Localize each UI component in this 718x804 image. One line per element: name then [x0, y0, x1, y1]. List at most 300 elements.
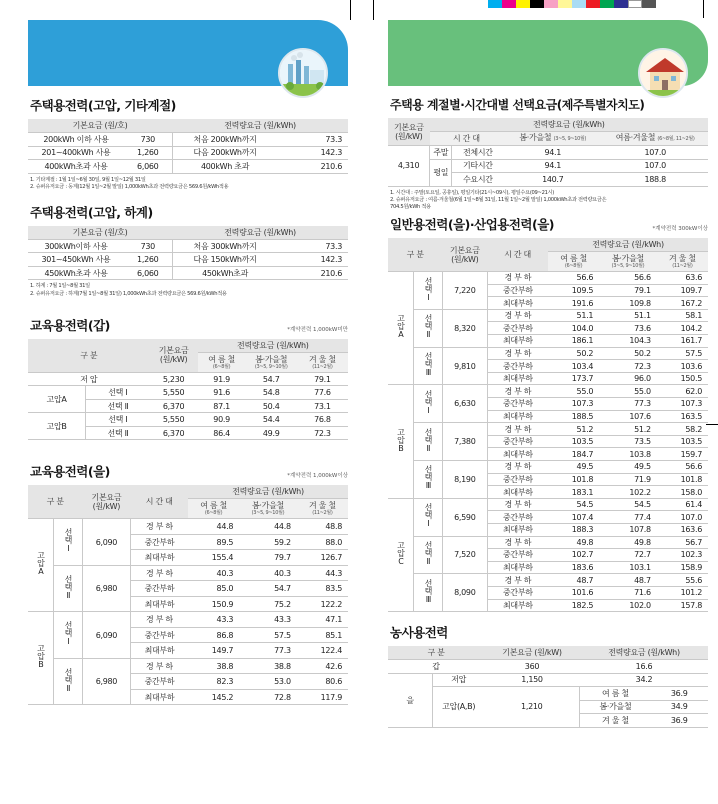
house-illustration-icon: [638, 48, 688, 98]
table-cell: 중간부하: [487, 398, 548, 411]
table-cell: 6,980: [82, 658, 130, 705]
table-cell: 6,630: [442, 385, 487, 423]
table-cell: 63.6: [657, 272, 708, 285]
table-cell: 82.3: [188, 674, 239, 690]
table-cell: 142.3: [278, 253, 348, 267]
table-cell: 40.3: [239, 565, 297, 581]
table-cell: 중간부하: [487, 360, 548, 373]
table-cell: 300kWh이하 사용: [28, 239, 124, 253]
table-cell: 48.7: [548, 574, 599, 587]
header-cell: 봄·가을철 (3~5, 9~10월): [246, 352, 297, 372]
option-label: 선택Ⅰ: [63, 621, 73, 647]
factory-illustration-icon: [278, 48, 328, 98]
table-cell: 경 부 하: [487, 536, 548, 549]
table-cell: [414, 385, 443, 423]
table-cell: 7,520: [442, 536, 487, 574]
table-cell: 44.3: [297, 565, 348, 581]
table-cell: 최대부하: [130, 689, 188, 705]
table-cell: 최대부하: [487, 335, 548, 348]
table-row: [388, 574, 708, 587]
footnote-line: 2. 슈퍼유저요금 : 하계(7월 1일~8월 31일) 1,000kWh초과 전력량요금은 569.6원/kWh적용: [30, 290, 227, 297]
table-cell: 8,090: [442, 574, 487, 612]
table-cell: 8,190: [442, 461, 487, 499]
table-cell: 87.1: [198, 399, 246, 413]
table-cell: 183.1: [548, 486, 599, 499]
table-cell: 저 압: [28, 372, 150, 386]
table-cell: 149.7: [188, 643, 239, 659]
table-cell: 188.3: [548, 523, 599, 536]
option-label: 선택Ⅱ: [423, 314, 433, 340]
table-cell: 58.2: [657, 423, 708, 436]
table-cell: 경 부 하: [487, 272, 548, 285]
table-cell: 201~400kWh 사용: [28, 146, 124, 160]
table-cell: 55.0: [548, 385, 599, 398]
table-cell: 중간부하: [130, 581, 188, 597]
table-cell: 94.1: [503, 159, 602, 173]
education-b-table: [28, 485, 348, 705]
table-cell: 145.2: [188, 689, 239, 705]
table-cell: 중간부하: [130, 627, 188, 643]
table-cell: 최대부하: [487, 297, 548, 310]
table-cell: 선택 Ⅰ: [86, 413, 150, 427]
table-cell: 경 부 하: [487, 461, 548, 474]
table-cell: 76.8: [297, 413, 348, 427]
table-cell: 188.8: [602, 173, 708, 187]
footnote: [30, 177, 348, 191]
table-cell: [388, 272, 414, 385]
table-cell: 72.3: [599, 360, 657, 373]
option-label: 선택Ⅲ: [423, 465, 433, 491]
table-cell: 최대부하: [487, 410, 548, 423]
header-cell: 기본요금 (원/kW): [484, 646, 580, 660]
table-cell: 38.8: [239, 658, 297, 674]
table-cell: 140.7: [503, 173, 602, 187]
section-header: [28, 306, 348, 339]
option-label: 선택Ⅱ: [63, 574, 73, 600]
table-cell: [388, 385, 414, 498]
header-cell: 전력량요금 (원/kWh): [198, 339, 348, 353]
table-cell: 전체시간: [452, 146, 503, 160]
table-cell: 161.7: [657, 335, 708, 348]
header-cell: 겨 울 철 (11~2월): [657, 252, 708, 272]
table-cell: 210.6: [278, 266, 348, 280]
table-cell: 102.2: [599, 486, 657, 499]
section-title: 일반용전력(을)·산업용전력(을): [390, 217, 555, 233]
table-cell: 38.8: [188, 658, 239, 674]
option-label: 선택Ⅱ: [423, 540, 433, 566]
table-cell: 107.4: [548, 511, 599, 524]
table-cell: 450kWh초과 사용: [28, 266, 124, 280]
table-cell: 85.1: [297, 627, 348, 643]
section-title: 주택용 계절별·시간대별 선택요금(제주특별자치도): [390, 98, 645, 112]
table-cell: 56.6: [599, 272, 657, 285]
table-cell: 6,370: [150, 399, 198, 413]
table-cell: 72.7: [599, 549, 657, 562]
table-cell: 104.3: [599, 335, 657, 348]
table-cell: 최대부하: [130, 643, 188, 659]
table-cell: 처음 300kWh까지: [172, 239, 278, 253]
table-cell: 경 부 하: [487, 309, 548, 322]
general-table: [388, 238, 708, 612]
table-cell: 102.0: [599, 599, 657, 612]
table-cell: 6,090: [82, 612, 130, 659]
table-cell: 6,590: [442, 498, 487, 536]
table-cell: 최대부하: [130, 596, 188, 612]
table-cell: 5,230: [150, 372, 198, 386]
table-cell: 6,980: [82, 565, 130, 612]
option-label: 선택Ⅱ: [63, 667, 73, 693]
table-row: [388, 536, 708, 549]
table-cell: 49.8: [548, 536, 599, 549]
table-cell: 선택 Ⅱ: [86, 399, 150, 413]
table-cell: 155.4: [188, 550, 239, 566]
table-row: [28, 565, 348, 581]
table-cell: 101.6: [548, 586, 599, 599]
table-cell: 88.0: [297, 534, 348, 550]
farm-table: [388, 646, 708, 728]
table-cell: 43.3: [188, 612, 239, 628]
crop-mark: [350, 0, 351, 20]
footnote-line: 1. 시간대 : 주말(토요일, 공휴일), 평일기타(21시~09시), 평일수요(09~21시): [390, 189, 555, 196]
table-cell: 107.8: [599, 523, 657, 536]
table-cell: 49.8: [599, 536, 657, 549]
table-cell: 49.5: [599, 461, 657, 474]
table-cell: 겨 울 철: [580, 714, 650, 728]
table-cell: 73.3: [278, 133, 348, 147]
table-cell: 51.2: [599, 423, 657, 436]
table-cell: 최대부하: [487, 372, 548, 385]
table-cell: 최대부하: [487, 448, 548, 461]
table-cell: 101.8: [548, 473, 599, 486]
table-cell: [54, 612, 83, 659]
table-cell: 7,380: [442, 423, 487, 461]
table-cell: 104.2: [657, 322, 708, 335]
table-cell: [54, 519, 83, 566]
table-cell: 48.8: [297, 519, 348, 535]
table-cell: 72.8: [239, 689, 297, 705]
table-cell: 42.6: [297, 658, 348, 674]
table-cell: 122.4: [297, 643, 348, 659]
table-cell: 80.6: [297, 674, 348, 690]
option-label: 선택Ⅲ: [423, 578, 433, 604]
table-cell: 평일: [430, 159, 452, 186]
table-row: [28, 658, 348, 674]
group-label: 고압A: [36, 551, 46, 577]
table-cell: 71.6: [599, 586, 657, 599]
table-cell: 54.5: [548, 498, 599, 511]
table-cell: 102.7: [548, 549, 599, 562]
table-cell: 경 부 하: [487, 498, 548, 511]
table-cell: 91.9: [198, 372, 246, 386]
table-cell: 7,220: [442, 272, 487, 310]
table-cell: 49.9: [246, 426, 297, 440]
table-cell: 730: [124, 239, 172, 253]
table-cell: 107.0: [602, 159, 708, 173]
right-page: [388, 0, 708, 728]
table-cell: 77.3: [599, 398, 657, 411]
header-cell: 구 분: [28, 339, 150, 373]
footnote: [30, 283, 348, 297]
group-label: 고압B: [396, 427, 406, 453]
table-cell: 158.9: [657, 561, 708, 574]
table-cell: 16.6: [580, 660, 708, 674]
table-cell: 5,550: [150, 413, 198, 427]
table-cell: 저압: [433, 673, 484, 687]
table-cell: 고압(A,B): [433, 687, 484, 728]
section-note: *계약전력 1,000kW이상: [287, 473, 348, 480]
table-cell: 40.3: [188, 565, 239, 581]
table-cell: 55.0: [599, 385, 657, 398]
table-cell: [414, 461, 443, 499]
table-row: [388, 423, 708, 436]
table-cell: [54, 565, 83, 612]
table-cell: 처음 200kWh까지: [172, 133, 278, 147]
table-cell: 51.1: [548, 309, 599, 322]
table-cell: 중간부하: [487, 322, 548, 335]
table-row: [388, 461, 708, 474]
header-cell: 겨 울 철 (11~2월): [297, 352, 348, 372]
table-cell: 184.7: [548, 448, 599, 461]
table-cell: 182.5: [548, 599, 599, 612]
general-body: [388, 272, 708, 612]
table-cell: [414, 498, 443, 536]
table-cell: 158.0: [657, 486, 708, 499]
section-title: 주택용전력(고압, 기타계절): [30, 98, 176, 113]
table-cell: [414, 347, 443, 385]
header-cell: 여 름 철 (6~8월): [548, 252, 599, 272]
table-cell: 1,260: [124, 146, 172, 160]
group-label: 고압B: [36, 644, 46, 670]
table-cell: 107.3: [548, 398, 599, 411]
header-cell: 구 분: [388, 238, 442, 272]
footnote: [390, 190, 708, 212]
table-cell: 107.3: [657, 398, 708, 411]
table-cell: 8,320: [442, 309, 487, 347]
table-cell: 1,260: [124, 253, 172, 267]
header-cell: 전력량요금 (원/kWh): [580, 646, 708, 660]
header-cell: 전력량요금 (원/kWh): [172, 119, 348, 133]
table-cell: 101.8: [657, 473, 708, 486]
table-cell: 중간부하: [130, 674, 188, 690]
table-cell: 103.4: [548, 360, 599, 373]
table-cell: 34.9: [650, 700, 708, 714]
table-cell: 71.9: [599, 473, 657, 486]
section-note: *계약전력 300kW이상: [652, 226, 708, 233]
table-cell: 봄·가을철: [580, 700, 650, 714]
table-cell: 75.2: [239, 596, 297, 612]
table-cell: 56.6: [548, 272, 599, 285]
table-cell: 중간부하: [487, 284, 548, 297]
table-cell: 86.8: [188, 627, 239, 643]
option-label: 선택Ⅱ: [423, 427, 433, 453]
option-label: 선택Ⅰ: [63, 528, 73, 554]
header-cell: 시 간 대: [130, 485, 188, 519]
table-cell: 58.1: [657, 309, 708, 322]
table-cell: 109.7: [657, 284, 708, 297]
header-cell: 시 간 대: [430, 132, 504, 146]
table-cell: 107.0: [657, 511, 708, 524]
header-cell: 여 름 철 (6~8월): [198, 352, 246, 372]
table-cell: 102.3: [657, 549, 708, 562]
table-cell: 56.7: [657, 536, 708, 549]
table-cell: 103.5: [548, 435, 599, 448]
footnote-line: 2. 슈퍼유저요금 : 여름·겨울철(6월 1일~8월 31일, 11월 1일~2월 말일) 1,000kWh초과 전력량요금은: [390, 196, 607, 203]
footnote-line: 1. 하계 : 7월 1일~8월 31일: [30, 283, 90, 290]
table-cell: 중간부하: [487, 586, 548, 599]
table-cell: 최대부하: [487, 486, 548, 499]
table-cell: [414, 423, 443, 461]
table-cell: [414, 574, 443, 612]
table-cell: 107.6: [599, 410, 657, 423]
table-cell: 중간부하: [487, 473, 548, 486]
table-cell: 210.6: [278, 160, 348, 174]
table-cell: 중간부하: [487, 549, 548, 562]
table-cell: 다음 150kWh까지: [172, 253, 278, 267]
table-cell: [28, 612, 54, 705]
table-cell: 77.6: [297, 386, 348, 400]
section-title: 교육용전력(갑): [30, 317, 110, 333]
table-row: [388, 347, 708, 360]
table-row: [388, 272, 708, 285]
table-cell: 51.1: [599, 309, 657, 322]
table-cell: 경 부 하: [487, 347, 548, 360]
table-cell: 51.2: [548, 423, 599, 436]
table-cell: [414, 536, 443, 574]
table-cell: 91.6: [198, 386, 246, 400]
table-cell: 54.7: [246, 372, 297, 386]
table-cell: 126.7: [297, 550, 348, 566]
table-cell: [414, 272, 443, 310]
table-cell: 5,550: [150, 386, 198, 400]
table-cell: 86.4: [198, 426, 246, 440]
table-cell: 6,060: [124, 266, 172, 280]
header-cell: 기본요금 (원/kW): [82, 485, 130, 519]
header-cell: 기본요금 (원/kW): [150, 339, 198, 373]
table-cell: 경 부 하: [130, 658, 188, 674]
table-cell: 77.3: [239, 643, 297, 659]
table-cell: 을: [388, 673, 433, 727]
table-cell: 62.0: [657, 385, 708, 398]
table-cell: [414, 309, 443, 347]
table-cell: 9,810: [442, 347, 487, 385]
table-cell: 36.9: [650, 687, 708, 701]
header-cell: 전력량요금 (원/kWh): [430, 118, 708, 132]
table-cell: 163.6: [657, 523, 708, 536]
table-cell: 79.1: [599, 284, 657, 297]
table-cell: [388, 498, 414, 611]
table-cell: 34.2: [580, 673, 708, 687]
table-cell: 73.1: [297, 399, 348, 413]
table-cell: 고압A: [28, 386, 86, 413]
header-cell: 여름·겨울철 (6~8월, 11~2월): [602, 132, 708, 146]
jeju-table: [388, 118, 708, 187]
section-note: *계약전력 1,000kW미만: [287, 326, 348, 333]
table-cell: 96.0: [599, 372, 657, 385]
table-cell: 400kWh 초과: [172, 160, 278, 174]
table-cell: 450kWh초과: [172, 266, 278, 280]
table-cell: 중간부하: [487, 435, 548, 448]
table-cell: 90.9: [198, 413, 246, 427]
header-cell: 겨 울 철 (11~2월): [297, 499, 348, 519]
section-title: 교육용전력(을): [30, 464, 110, 480]
table-cell: 94.1: [503, 146, 602, 160]
table-cell: 최대부하: [487, 523, 548, 536]
table-cell: 36.9: [650, 714, 708, 728]
table-cell: 54.4: [246, 413, 297, 427]
section-header: [388, 213, 708, 238]
table-cell: 선택 Ⅱ: [86, 426, 150, 440]
table-cell: 183.6: [548, 561, 599, 574]
table-cell: 43.3: [239, 612, 297, 628]
table-cell: 163.5: [657, 410, 708, 423]
table-cell: 730: [124, 133, 172, 147]
table-cell: 53.0: [239, 674, 297, 690]
table-cell: 85.0: [188, 581, 239, 597]
option-label: 선택Ⅰ: [423, 276, 433, 302]
table-cell: 83.5: [297, 581, 348, 597]
table-row: [388, 385, 708, 398]
table-cell: 360: [484, 660, 580, 674]
table-cell: 59.2: [239, 534, 297, 550]
table-cell: 186.1: [548, 335, 599, 348]
option-label: 선택Ⅰ: [423, 503, 433, 529]
header-cell: 구 분: [388, 646, 484, 660]
table-cell: 56.6: [657, 461, 708, 474]
table-cell: 400kWh초과 사용: [28, 160, 124, 174]
table-cell: 4,310: [388, 146, 430, 187]
table-cell: 103.6: [657, 360, 708, 373]
table-cell: 79.1: [297, 372, 348, 386]
table-cell: 103.5: [657, 435, 708, 448]
table-cell: 54.5: [599, 498, 657, 511]
footnote-line: 2. 슈퍼유저요금 : 동계(12월 1일~2월 말일) 1,000kWh초과 전력량요금은 569.6원/kWh적용: [30, 183, 229, 190]
residential-summer-table: [28, 226, 348, 281]
header-cell: 기본요금 (원/호): [28, 226, 172, 240]
footnote-line: 1. 기타계절 : 1월 1일~6월 30일, 9월 1일~12월 31일: [30, 176, 146, 183]
table-cell: 최대부하: [487, 561, 548, 574]
table-cell: 고압B: [28, 413, 86, 440]
header-cell: 기본요금 (원/호): [28, 119, 172, 133]
table-cell: 109.8: [599, 297, 657, 310]
table-cell: 기타시간: [452, 159, 503, 173]
table-cell: 167.2: [657, 297, 708, 310]
table-cell: 6,090: [82, 519, 130, 566]
header-cell: 전력량요금 (원/kWh): [548, 238, 708, 252]
table-cell: 107.0: [602, 146, 708, 160]
table-cell: 142.3: [278, 146, 348, 160]
table-cell: 경 부 하: [487, 385, 548, 398]
option-label: 선택Ⅰ: [423, 389, 433, 415]
table-cell: 47.1: [297, 612, 348, 628]
table-cell: 50.2: [548, 347, 599, 360]
table-cell: 경 부 하: [487, 423, 548, 436]
table-cell: 77.4: [599, 511, 657, 524]
table-cell: 173.7: [548, 372, 599, 385]
table-cell: 150.5: [657, 372, 708, 385]
group-label: 고압C: [396, 540, 406, 566]
table-cell: 89.5: [188, 534, 239, 550]
table-cell: 경 부 하: [487, 574, 548, 587]
table-cell: 122.2: [297, 596, 348, 612]
table-cell: 73.3: [278, 239, 348, 253]
green-banner: [388, 20, 708, 86]
table-cell: 200kWh 이하 사용: [28, 133, 124, 147]
table-cell: 54.7: [239, 581, 297, 597]
table-cell: 경 부 하: [130, 612, 188, 628]
table-cell: 최대부하: [130, 550, 188, 566]
table-cell: 선택 Ⅰ: [86, 386, 150, 400]
table-cell: 55.6: [657, 574, 708, 587]
